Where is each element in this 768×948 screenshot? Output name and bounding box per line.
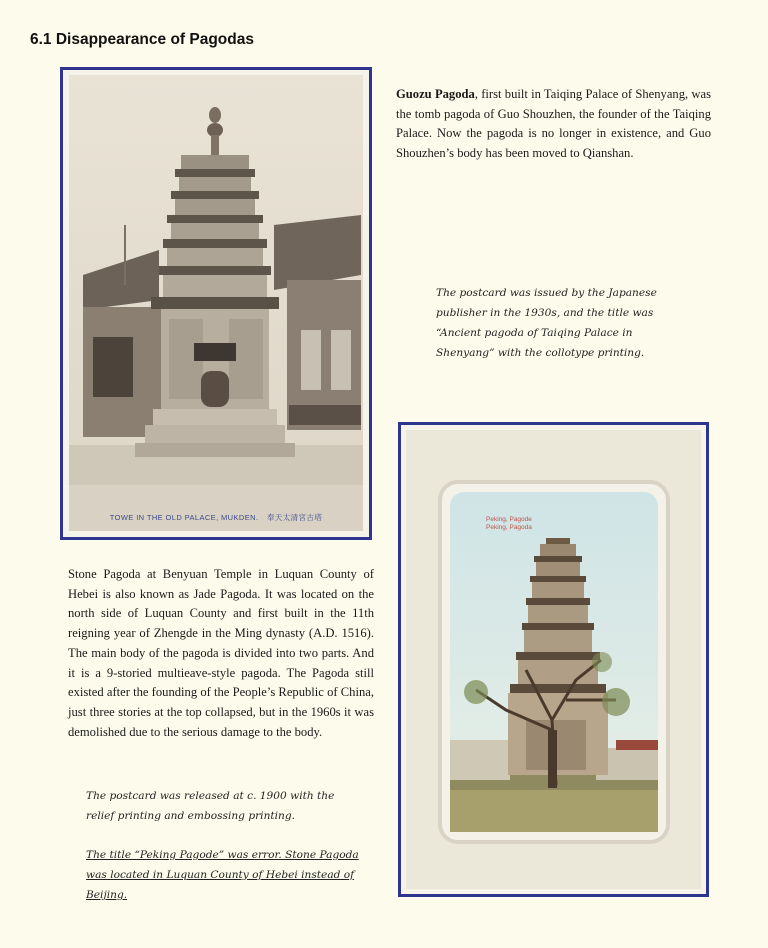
postcard-stone-pagoda-image [406,430,701,889]
guozu-postcard-note: The postcard was issued by the Japanese publisher in the 1930s, and the title was “Ancient pagoda of Taiqing Palace in Shenyang” with the collotype printing. [436,287,657,359]
postcard-guozu-pagoda-image [69,75,363,531]
stone-postcard-error-note: The title “Peking Pagode” was error. Stone Pagoda was located in Luquan County of Hebei instead of Beijing. [86,849,359,901]
section-title: 6.1 Disappearance of Pagodas [30,31,254,48]
postcard-guozu-caption [69,512,363,523]
stone-pagoda-description: Stone Pagoda at Benyuan Temple in Luquan County of Hebei is also known as Jade Pagoda. It was located on the north side of Luquan County and first built in the 11th reigning year of Zhengde in the Ming dynasty (A.D. 1516). The main body of the pagoda is divided into two parts. And it is a 9-storied multieave-style pagoda. The Pagoda still existed after the founding of the People’s Republic of China, just three stories at the top collapsed, but in the 1960s it was demolished due to the serious damage to the body. [68,567,374,739]
guozu-pagoda-text: , first built in Taiqing Palace of Shenyang, was the tomb pagoda of Guo Shouzhen, the founder of the Taiqing Palace. Now the pagoda is no longer in existence, and Guo Shouzhen’s body has been moved to Qianshan. [396,87,711,161]
postcard-stone-pagoda-frame [398,422,709,897]
postcard-stone-caption-line1: Peking, Pagode [486,516,532,523]
guozu-pagoda-photo [69,75,363,531]
postcard-stone-caption-line2: Peking, Pagoda [486,524,532,531]
stone-pagoda-photo [406,430,701,889]
guozu-pagoda-description [396,85,711,164]
postcard-guozu-caption-english: TOWE IN THE OLD PALACE, MUKDEN. [109,513,259,522]
postcard-guozu-pagoda-frame [60,67,372,540]
postcard-guozu-caption-chinese: 奉天太清宮古塔 [266,513,323,522]
stone-postcard-note: The postcard was released at c. 1900 with the relief printing and embossing printing. [86,790,335,822]
guozu-pagoda-name: Guozu Pagoda [396,87,475,101]
postcard-stone-caption [486,516,532,532]
